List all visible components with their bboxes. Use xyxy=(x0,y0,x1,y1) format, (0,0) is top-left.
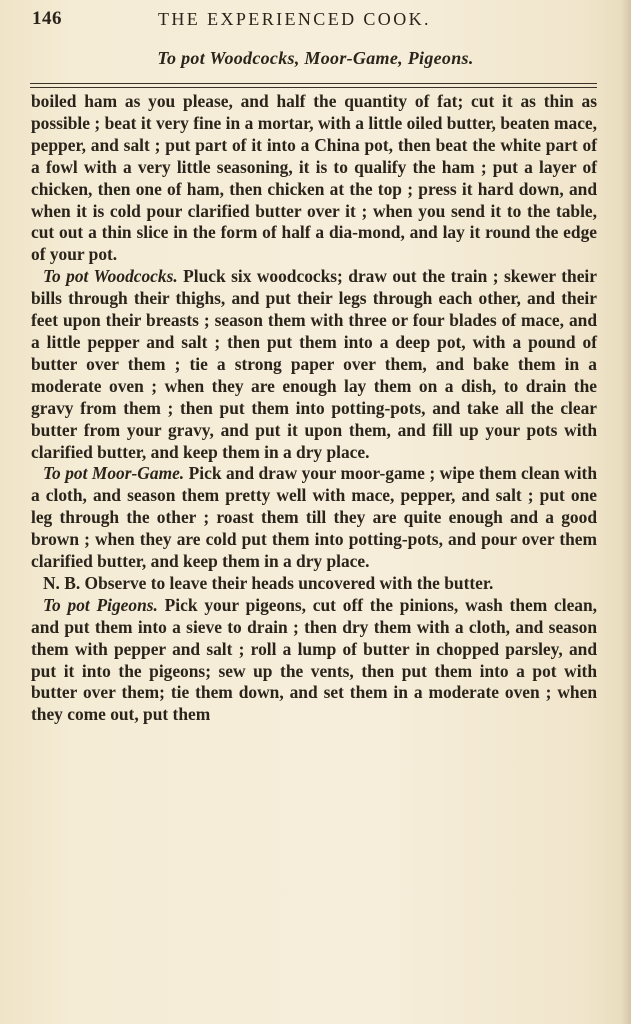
paragraph-text: Pluck six woodcocks; draw out the train ; skewer their bills through their thighs, and put their legs through each other, and their feet upon their breasts ; season them with three or four blades of mace, and a little pepper and salt ; then put them into a deep pot, with a pound of butter over them ; tie a strong paper over them, and bake them in a moderate oven ; when they are enough lay them on a dish, to drain the gravy from them ; then put them into potting-pots, and take all the clear butter from your gravy, and put it upon them, and fill up your pots with clarified butter, and keep them in a dry place. xyxy=(31,266,597,462)
paragraph-text: boiled ham as you please, and half the quantity of fat; cut it as thin as possible ; beat it very fine in a mortar, with a little oiled butter, beaten mace, pepper, and salt ; put part of it into a China pot, then beat the white part of a fowl with a very little seasoning, it is to qualify the ham ; put a layer of chicken, then one of ham, then chicken at the top ; press it hard down, and when it is cold pour clarified butter over it ; when you send it to the table, cut out a thin slice in the form of half a dia-mond, and lay it round the edge of your pot. xyxy=(31,91,597,265)
title-rule-bottom xyxy=(30,87,597,88)
running-head: THE EXPERIENCED COOK. xyxy=(158,9,431,29)
paragraph-lead: To pot Moor-Game. xyxy=(43,463,185,484)
page-number: 146 xyxy=(32,8,62,29)
page-header xyxy=(30,8,600,34)
title-rule-top xyxy=(30,83,597,84)
paragraph-text: N. B. Observe to leave their heads uncovered with the butter. xyxy=(43,572,494,593)
page-edge-shadow xyxy=(621,0,631,1024)
paragraph-nota-bene xyxy=(31,573,597,595)
paragraph-moor-game xyxy=(31,463,597,573)
section-title: To pot Woodcocks, Moor-Game, Pigeons. xyxy=(157,48,474,68)
paragraph-ham-continuation xyxy=(31,91,597,266)
paragraph-pigeons xyxy=(31,595,597,726)
paragraph-lead: To pot Woodcocks. xyxy=(43,266,178,287)
paragraph-text: Pick and draw your moor-game ; wipe them clean with a cloth, and season them pretty well with mace, pepper, and salt ; put one leg through the other ; roast them till they are quite enough and a good brown ; when they are cold put them into potting-pots, and pour over them clarified butter, and keep them in a dry place. xyxy=(31,463,598,572)
paragraph-lead: To pot Pigeons. xyxy=(43,594,158,615)
paragraph-text: Pick your pigeons, cut off the pinions, wash them clean, and put them into a sieve to drain ; then dry them with a cloth, and season them with pepper and salt ; roll a lump of butter in chopped parsley, and put it into the pigeons; sew up the vents, then put them into a pot with butter over them; tie them down, and set them in a moderate oven ; when they come out, put them xyxy=(31,594,597,725)
body-text xyxy=(31,91,597,726)
paragraph-woodcocks xyxy=(31,266,597,463)
